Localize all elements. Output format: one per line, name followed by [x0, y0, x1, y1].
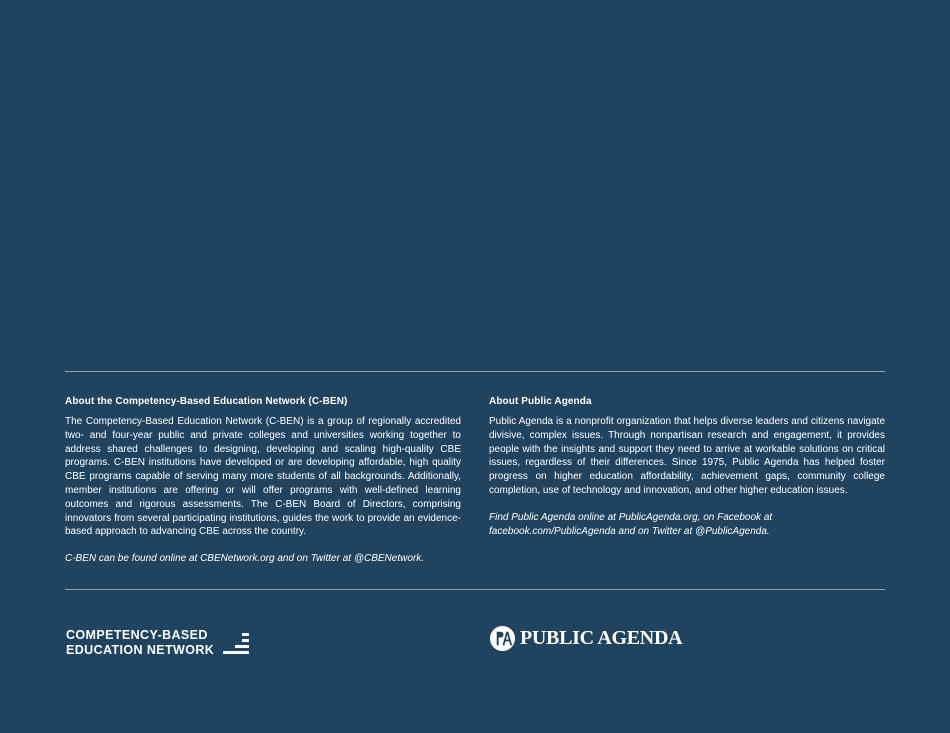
- cben-logo-text: [66, 628, 214, 658]
- cben-mark-bar-2: [242, 639, 249, 642]
- top-divider: [65, 371, 885, 372]
- cben-contact-note: C-BEN can be found online at CBENetwork.org and on Twitter at @CBENetwork.: [65, 553, 425, 565]
- public-agenda-wordmark: PUBLIC AGENDA: [520, 627, 683, 649]
- public-agenda-about-body: Public Agenda is a nonprofit organization that helps diverse leaders and citizens navigate divisive, complex issues. Through nonpartisan research and engagement, it provides people with the insights and support they need to arrive at workable solutions on critical issues, regardless of their differences. Since 1975, Public Agenda has helped foster progress on higher education affordability, achievement gaps, community college completion, use of technology and innovation, and other higher education issues.: [489, 416, 885, 496]
- public-agenda-about-heading: About Public Agenda: [489, 396, 592, 407]
- public-agenda-contact-line2: facebook.com/PublicAgenda and on Twitter at @PublicAgenda.: [489, 525, 770, 537]
- cben-about-section: [65, 395, 461, 566]
- cben-mark-bar-3: [235, 645, 249, 648]
- public-agenda-about-section: [489, 395, 885, 538]
- bottom-divider: [65, 589, 885, 590]
- public-agenda-logo: [489, 625, 682, 652]
- cben-logo-line2: EDUCATION NETWORK: [66, 643, 215, 657]
- cben-mark-bar-1: [242, 633, 249, 636]
- cben-logo-line1: COMPETENCY-BASED: [66, 628, 208, 642]
- public-agenda-contact-line1: Find Public Agenda online at PublicAgenda.org, on Facebook at: [489, 511, 773, 523]
- cben-logo: [66, 628, 249, 658]
- cben-mark-bar-4: [223, 651, 249, 654]
- stacked-bars-icon: [221, 629, 249, 657]
- cben-about-body: The Competency-Based Education Network (C-BEN) is a group of regionally accredited two- and four-year public and private colleges and universities working together to address shared challenges to designing, developing and scaling high-quality CBE programs. C-BEN institutions have developed or are developing affordable, high quality CBE programs capable of serving many more students of all backgrounds. Additionally, member institutions are offering or will offer programs with well-defined learning outcomes and rigorous assessments. The C-BEN Board of Directors, comprising innovators from several participating institutions, guides the work to provide an evidence-based approach to advancing CBE across the country.: [65, 416, 461, 538]
- pa-monogram-icon: [489, 625, 516, 652]
- public-agenda-contact-note: [489, 511, 885, 539]
- cben-about-heading: About the Competency-Based Education Network (C-BEN): [65, 396, 348, 407]
